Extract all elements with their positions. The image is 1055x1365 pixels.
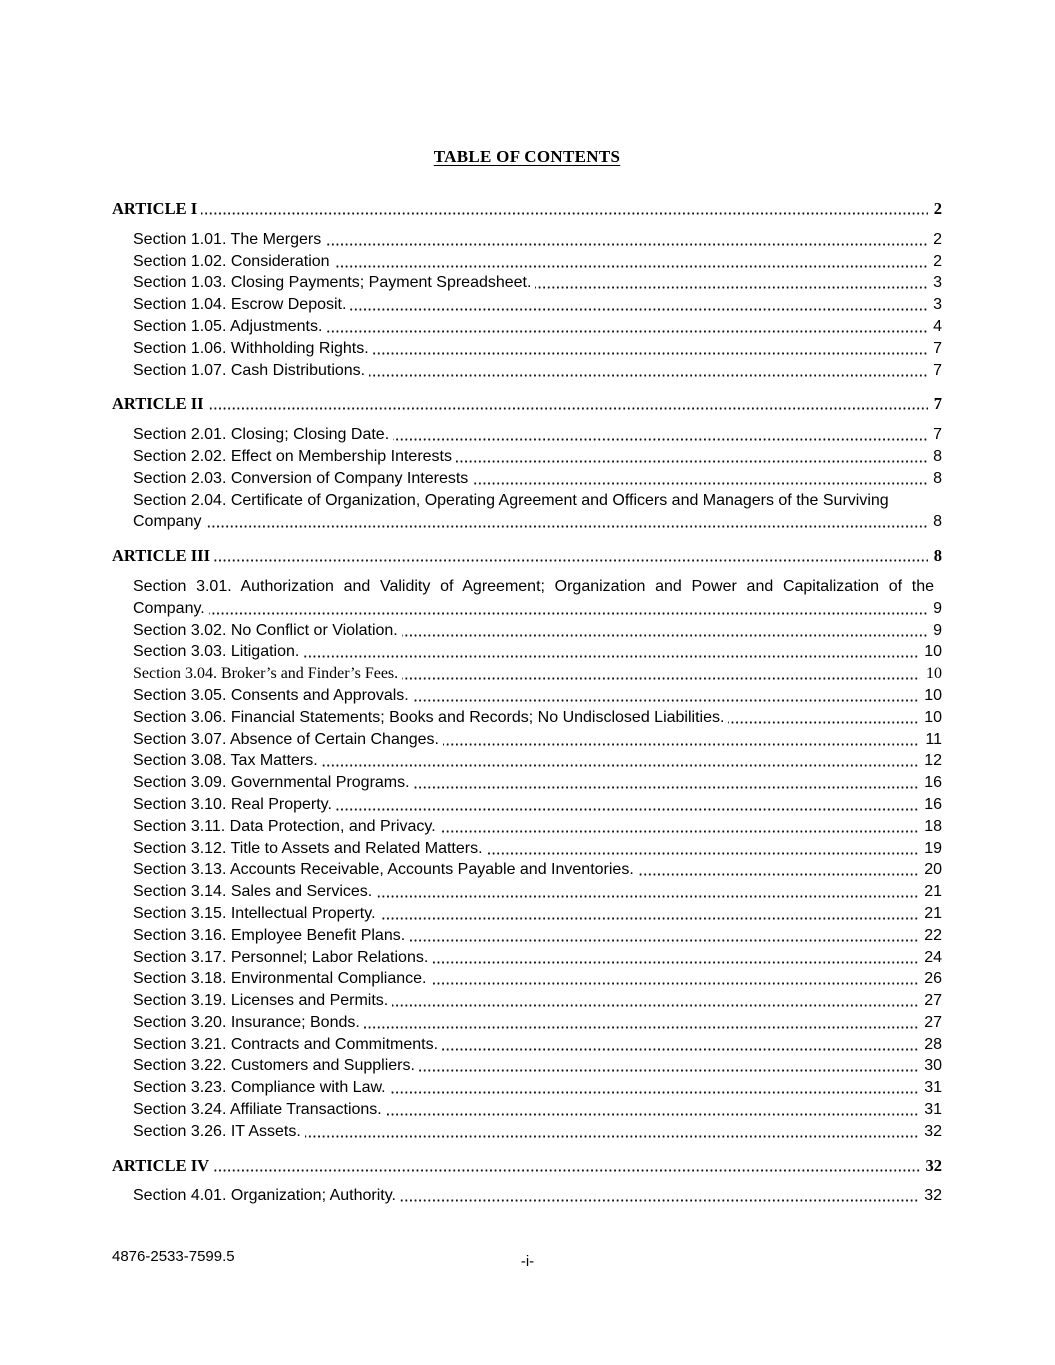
toc-entry-label: Section 3.02. No Conflict or Violation. [133, 622, 402, 639]
toc-section-entry [133, 294, 942, 316]
toc-section-entry [133, 1185, 942, 1207]
toc-section-entry [133, 1099, 942, 1121]
toc-entry-page-number: 7 [927, 338, 942, 360]
toc-entry-page-number: 7 [928, 393, 942, 415]
toc-entry-label: Section 1.05. Adjustments. [133, 318, 326, 335]
toc-entry-page-number: 9 [927, 620, 942, 642]
toc-section-entry [133, 641, 942, 663]
toc-entry-label: Section 2.04. Certificate of Organization, Operating Agreement and Officers and Managers of the Surviving Company [133, 491, 889, 531]
toc-entry-label: Section 1.01. The Mergers [133, 231, 325, 248]
page-title: TABLE OF CONTENTS [433, 147, 621, 166]
toc-section-entry [133, 490, 942, 534]
toc-section-entry [133, 360, 942, 382]
toc-section-entry [133, 1077, 942, 1099]
toc-article-entry [112, 1155, 942, 1177]
toc-entry-page-number: 32 [918, 1185, 942, 1207]
toc-section-entry [133, 663, 942, 685]
toc-entry-page-number: 19 [918, 838, 942, 860]
toc-entry-page-number: 10 [920, 663, 942, 685]
toc-section-entry [133, 468, 942, 490]
toc-entry-page-number: 7 [927, 424, 942, 446]
toc-section-entry [133, 1121, 942, 1143]
toc-entry-page-number: 30 [918, 1055, 942, 1077]
toc-section-entry [133, 446, 942, 468]
toc-entry-label: Section 3.08. Tax Matters. [133, 752, 322, 769]
toc-entry-page-number: 21 [918, 881, 942, 903]
toc-entry-page-number: 3 [927, 294, 942, 316]
toc-section-entry [133, 750, 942, 772]
toc-entry-label: Section 2.01. Closing; Closing Date. [133, 426, 393, 443]
toc-section-entry [133, 838, 942, 860]
toc-entry-page-number: 27 [918, 1012, 942, 1034]
toc-entry-label: Section 3.04. Broker’s and Finder’s Fees. [133, 665, 402, 682]
toc-entry-page-number: 21 [918, 903, 942, 925]
toc-section-entry [133, 816, 942, 838]
toc-entry-label: Section 3.13. Accounts Receivable, Accounts Payable and Inventories. [133, 861, 638, 878]
toc-entry-page-number: 11 [919, 729, 942, 751]
toc-entry-page-number: 7 [927, 360, 942, 382]
toc-entry-label: Section 3.10. Real Property. [133, 796, 336, 813]
page-footer [0, 1248, 1055, 1278]
toc-section-entry [133, 1034, 942, 1056]
toc-section-entry [133, 968, 942, 990]
toc-section-entry [133, 925, 942, 947]
toc-entry-label: Section 3.06. Financial Statements; Books and Records; No Undisclosed Liabilities. [133, 709, 728, 726]
toc-section-entry [133, 229, 942, 251]
toc-entry-page-number: 27 [918, 990, 942, 1012]
toc-entry-page-number: 32 [920, 1155, 943, 1177]
toc-article-entry [112, 393, 942, 415]
toc-section-entry [133, 1055, 942, 1077]
toc-entry-page-number: 18 [918, 816, 942, 838]
toc-entry-page-number: 8 [927, 446, 942, 468]
toc-entry-label: Section 3.22. Customers and Suppliers. [133, 1057, 419, 1074]
toc-entry-label: Section 3.17. Personnel; Labor Relations. [133, 949, 432, 966]
toc-entry-label: Section 2.02. Effect on Membership Interests [133, 448, 456, 465]
toc-section-entry [133, 881, 942, 903]
toc-entry-label: ARTICLE IV [112, 1156, 213, 1175]
toc-entry-page-number: 24 [918, 947, 942, 969]
toc-section-entry [133, 316, 942, 338]
toc-entry-label: Section 3.09. Governmental Programs. [133, 774, 414, 791]
toc-entry-label: Section 3.07. Absence of Certain Changes. [133, 731, 443, 748]
toc-entry-page-number: 28 [918, 1034, 942, 1056]
toc-entry-page-number: 16 [918, 794, 942, 816]
toc-entry-label: Section 3.12. Title to Assets and Related Matters. [133, 840, 487, 857]
toc-entry-label: ARTICLE I [112, 199, 201, 218]
toc-section-entry [133, 729, 942, 751]
toc-entry-page-number: 8 [927, 468, 942, 490]
toc-article-entry [112, 545, 942, 567]
toc-entry-page-number: 10 [918, 685, 942, 707]
toc-section-entry [133, 338, 942, 360]
toc-section-entry [133, 947, 942, 969]
toc-entry-page-number: 31 [918, 1077, 942, 1099]
toc-entry-label: Section 3.14. Sales and Services. [133, 883, 376, 900]
toc-entry-label: Section 3.18. Environmental Compliance. [133, 970, 431, 987]
toc-entry-page-number: 2 [927, 229, 942, 251]
toc-entry-label: Section 3.03. Litigation. [133, 643, 303, 660]
toc-entry-page-number: 2 [927, 251, 942, 273]
toc-entry-label: ARTICLE II [112, 394, 208, 413]
toc-entry-label: Section 3.05. Consents and Approvals. [133, 687, 413, 704]
toc-entry-label: Section 1.07. Cash Distributions. [133, 362, 369, 379]
toc-section-entry [133, 707, 942, 729]
toc-entry-label: Section 3.26. IT Assets. [133, 1123, 305, 1140]
toc-section-entry [133, 859, 942, 881]
toc-entry-page-number: 10 [918, 707, 942, 729]
toc-entry-page-number: 32 [918, 1121, 942, 1143]
footer-doc-number: 4876-2533-7599.5 [112, 1248, 235, 1265]
toc-section-entry [133, 772, 942, 794]
toc-entry-label: Section 2.03. Conversion of Company Interests [133, 470, 472, 487]
toc-entry-page-number: 20 [918, 859, 942, 881]
toc-entry-label: Section 3.20. Insurance; Bonds. [133, 1014, 364, 1031]
toc-list [112, 198, 942, 1207]
toc-entry-label: ARTICLE III [112, 546, 214, 565]
toc-entry-page-number: 4 [927, 316, 942, 338]
toc-entry-page-number: 10 [918, 641, 942, 663]
toc-entry-page-number: 22 [918, 925, 942, 947]
toc-entry-label: Section 1.02. Consideration [133, 253, 334, 270]
toc-entry-page-number: 31 [918, 1099, 942, 1121]
toc-entry-page-number: 8 [927, 511, 942, 533]
toc-entry-label: Section 1.06. Withholding Rights. [133, 340, 373, 357]
toc-entry-page-number: 12 [918, 750, 942, 772]
toc-entry-label: Section 3.24. Affiliate Transactions. [133, 1101, 386, 1118]
toc-entry-page-number: 9 [927, 598, 942, 620]
toc-entry-label: Section 3.21. Contracts and Commitments. [133, 1036, 442, 1053]
toc-section-entry [133, 620, 942, 642]
toc-entry-label: Section 4.01. Organization; Authority. [133, 1187, 400, 1204]
toc-article-entry [112, 198, 942, 220]
toc-section-entry [133, 272, 942, 294]
toc-entry-page-number: 2 [928, 198, 942, 220]
toc-section-entry [133, 424, 942, 446]
toc-section-entry [133, 576, 942, 620]
toc-entry-label: Section 3.01. Authorization and Validity of Agreement; Organization and Power and Capitalization of the Company. [133, 577, 934, 617]
toc-entry-label: Section 1.04. Escrow Deposit. [133, 296, 350, 313]
toc-section-entry [133, 1012, 942, 1034]
toc-section-entry [133, 685, 942, 707]
toc-entry-label: Section 1.03. Closing Payments; Payment Spreadsheet. [133, 274, 535, 291]
footer-page-number: -i- [520, 1253, 535, 1270]
toc-entry-label: Section 3.23. Compliance with Law. [133, 1079, 390, 1096]
toc-entry-label: Section 3.19. Licenses and Permits. [133, 992, 392, 1009]
toc-entry-page-number: 8 [928, 545, 942, 567]
toc-entry-label: Section 3.15. Intellectual Property. [133, 905, 380, 922]
toc-entry-page-number: 3 [927, 272, 942, 294]
toc-section-entry [133, 990, 942, 1012]
toc-section-entry [133, 903, 942, 925]
toc-entry-page-number: 26 [918, 968, 942, 990]
toc-entry-label: Section 3.16. Employee Benefit Plans. [133, 927, 409, 944]
toc-section-entry [133, 251, 942, 273]
toc-entry-page-number: 16 [918, 772, 942, 794]
toc-entry-label: Section 3.11. Data Protection, and Privacy. [133, 818, 440, 835]
toc-section-entry [133, 794, 942, 816]
